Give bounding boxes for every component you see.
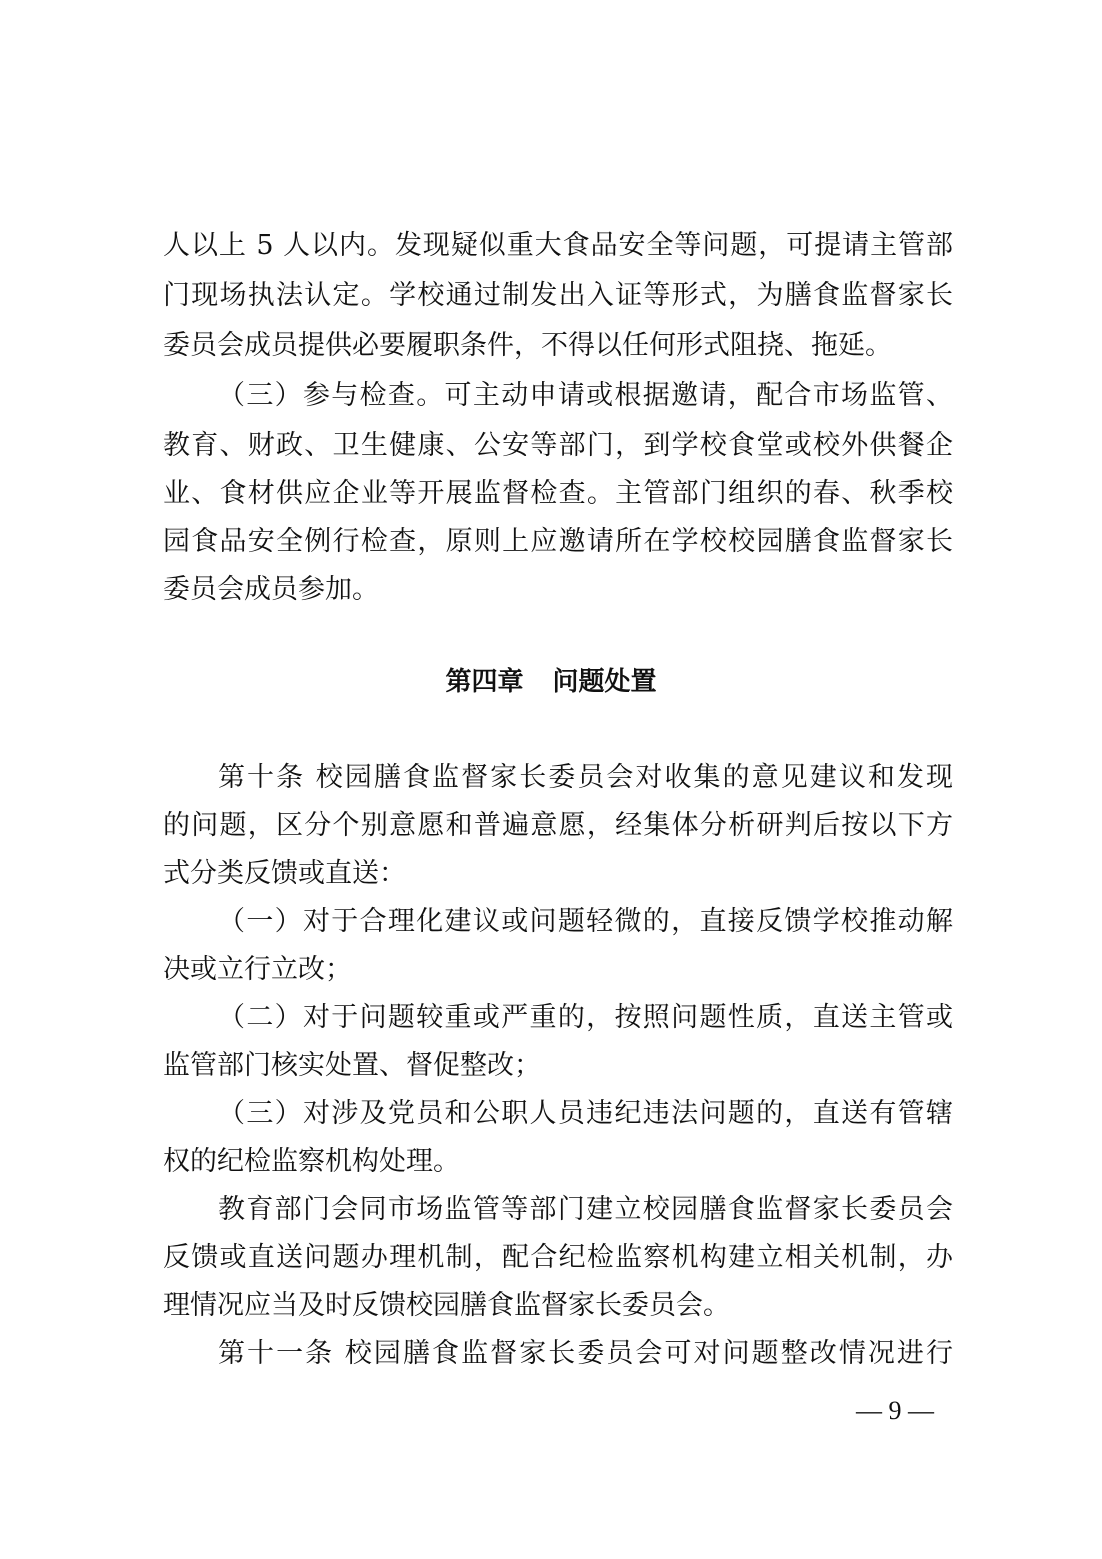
text-line: 委员会成员参加。 xyxy=(163,574,379,605)
text-line: 委员会成员提供必要履职条件，不得以任何形式阻挠、拖延。 xyxy=(163,330,892,361)
text-line: 业、食材供应企业等开展监督检查。主管部门组织的春、秋季校 xyxy=(163,478,953,509)
text-line: （三）对涉及党员和公职人员违纪违法问题的，直送有管辖 xyxy=(218,1098,953,1129)
text-line: 反馈或直送问题办理机制，配合纪检监察机构建立相关机制，办 xyxy=(163,1242,953,1273)
text-line: 的问题，区分个别意愿和普遍意愿，经集体分析研判后按以下方 xyxy=(163,810,953,841)
text-line: 决或立行立改； xyxy=(163,954,352,985)
text-line: 园食品安全例行检查，原则上应邀请所在学校校园膳食监督家长 xyxy=(163,526,953,557)
text-line: 监管部门核实处置、督促整改； xyxy=(163,1050,541,1081)
text-line: 人以上 5 人以内。发现疑似重大食品安全等问题，可提请主管部 xyxy=(163,230,953,261)
text-line: 教育部门会同市场监管等部门建立校园膳食监督家长委员会 xyxy=(218,1194,953,1225)
chapter-heading: 第四章 问题处置 xyxy=(445,667,657,697)
text-line: 门现场执法认定。学校通过制发出入证等形式，为膳食监督家长 xyxy=(163,280,953,311)
text-line: 第十一条 校园膳食监督家长委员会可对问题整改情况进行 xyxy=(218,1338,953,1369)
text-line: （一）对于合理化建议或问题轻微的，直接反馈学校推动解 xyxy=(218,906,953,937)
text-line: 权的纪检监察机构处理。 xyxy=(163,1146,460,1177)
text-line: （三）参与检查。可主动申请或根据邀请，配合市场监管、 xyxy=(218,380,953,411)
text-line: 理情况应当及时反馈校园膳食监督家长委员会。 xyxy=(163,1290,730,1321)
text-line: 式分类反馈或直送： xyxy=(163,858,406,889)
text-line: 第十条 校园膳食监督家长委员会对收集的意见建议和发现 xyxy=(218,762,953,793)
page-number: — 9 — xyxy=(856,1396,934,1425)
text-line: 教育、财政、卫生健康、公安等部门，到学校食堂或校外供餐企 xyxy=(163,430,953,461)
text-line: （二）对于问题较重或严重的，按照问题性质，直送主管或 xyxy=(218,1002,953,1033)
